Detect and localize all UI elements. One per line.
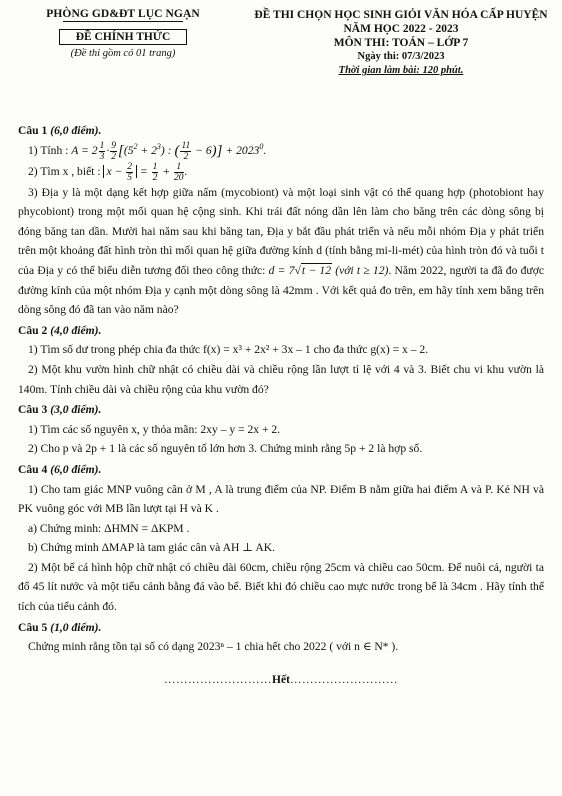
question-3-points: (3,0 điểm). <box>50 403 102 417</box>
question-5-label: Câu 5 <box>18 620 48 634</box>
question-2-title <box>18 321 544 341</box>
question-2-points: (4,0 điểm). <box>50 323 102 337</box>
q1-p1-label: 1) Tính : <box>28 143 69 157</box>
question-3-part-2: 2) Cho p và 2p + 1 là các số nguyên tố lớn hơn 3. Chứng minh rằng 5p + 2 là hợp số. <box>28 442 423 456</box>
exam-content <box>18 121 544 690</box>
exam-header <box>18 8 548 120</box>
exam-end-marker <box>18 671 544 691</box>
department-underline <box>63 21 183 22</box>
question-1-label: Câu 1 <box>18 124 48 137</box>
exam-title: ĐỀ THI CHỌN HỌC SINH GIỎI VĂN HÓA CẤP HUYỆN <box>254 9 548 21</box>
question-2-part-2: 2) Một khu vườn hình chữ nhật có chiều dài và chiều rộng lần lượt tỉ lệ với 4 và 3. Biết chu vi khu vườn là 140m. Tính chiều dài và chiều rộng của khu vườn đó? <box>18 362 544 396</box>
q1-p3-text: 3) Địa y là một dạng kết hợp giữa nấm (mycobiont) và một loại sinh vật có thể quang hợp (photobiont hay phycobiont) trong một mối quan hệ cộng sinh. Khi trái đất nóng dần lên làm cho băng trên các dòng sông bị đóng băng tan dần. Mười hai năm sau khi băng tan, Địa y bắt đầu phát triển và nếu mỗi nhóm Địa y phát triển trên một khoảng đất hình tròn thì mối quan hệ giữa đường kính d (tính bằng mi-li-mét) của hình tròn đó và tuổi t của Địa y có thể biểu diễn tương đối theo công thức: <box>18 185 544 277</box>
question-1-part-1 <box>18 141 544 162</box>
q1-p3-tail: . Năm 2022, người ta đã đo được đường kính của một nhóm Địa y cạnh một dòng sông là 42mm . Với kết quả đo trên, em hãy tính xem băng trên dòng sông đó đã tan vào năm nào? <box>18 263 544 317</box>
q1-p2-equation: x − $\frac{2}{5}$ = $\frac{1}{2}$ + $\frac{1}{20}$ . <box>103 165 187 178</box>
question-3-label: Câu 3 <box>18 403 48 417</box>
department-name: PHÒNG GD&ĐT LỤC NGẠN <box>46 8 200 20</box>
question-4-title <box>18 460 544 480</box>
question-4-label: Câu 4 <box>18 462 48 476</box>
exam-date: Ngày thi: 07/3/2023 <box>357 51 445 62</box>
q1-p2-label: 2) Tìm x , biết : <box>28 164 101 178</box>
header-left <box>18 8 228 59</box>
exam-duration: Thời gian làm bài: 120 phút. <box>338 65 464 76</box>
question-4-points: (6,0 điểm). <box>50 462 102 476</box>
school-year: NĂM HỌC 2022 - 2023 <box>343 23 459 35</box>
question-1-part-3 <box>18 183 544 320</box>
pages-note: (Đề thi gồm có 01 trang) <box>70 48 176 59</box>
question-3-part-1: 1) Tìm các số nguyên x, y thỏa mãn: 2xy – y = 2x + 2. <box>28 422 281 436</box>
question-1-points: (6,0 điểm). <box>50 124 102 137</box>
question-2-part-1: 1) Tìm số dư trong phép chia đa thức f(x) = x³ + 2x² + 3x – 1 cho đa thức g(x) = x – 2. <box>28 343 429 357</box>
question-5-points: (1,0 điểm). <box>50 620 102 634</box>
question-4-part-1: 1) Cho tam giác MNP vuông cân ở M , A là trung điểm của NP. Điểm B nằm giữa hai điểm A và P. Kẻ NH và PK vuông góc với MB lần lượt tại H và K . <box>18 482 544 516</box>
official-label: ĐỀ CHÍNH THỨC <box>59 29 188 45</box>
question-4-part-1b: b) Chứng minh ΔMAP là tam giác cân và AH ⊥ AK. <box>28 541 276 555</box>
question-5-part-1: Chứng minh rằng tồn tại số có dạng 2023ⁿ – 1 chia hết cho 2022 ( với n ∈ N* ). <box>28 640 399 654</box>
question-4-part-1a: a) Chứng minh: ΔHMN = ΔKPM . <box>28 521 190 535</box>
subject: MÔN THI: TOÁN – LỚP 7 <box>333 37 469 49</box>
header-right <box>240 8 562 78</box>
end-label: Hết <box>272 673 290 686</box>
q1-p1-expression: A = 2 $\frac{1}{3}$ · $\frac{9}{2}$ [$(5^2 + 2^3)$ : ( $\frac{11}{2}$ − $6)] + 2023^0$. <box>71 140 267 162</box>
question-1-part-2 <box>18 162 544 183</box>
question-4-part-2: 2) Một bể cá hình hộp chữ nhật có chiều dài 60cm, chiều rộng 25cm và chiều cao 50cm. Để nuôi cá, người ta đổ 45 lít nước và một tiểu cảnh bằng đá vào bể. Biết khi đó chiều cao mực nước trong bể là 34cm . Hãy tính thể tích của tiểu cảnh đó. <box>18 560 544 614</box>
question-1-title <box>18 121 544 141</box>
end-dots-left: ……………………… <box>164 673 273 686</box>
question-2-label: Câu 2 <box>18 323 48 337</box>
end-dots-right: ……………………… <box>289 673 398 686</box>
question-5-title <box>18 618 544 638</box>
question-3-title <box>18 400 544 420</box>
q1-p3-formula: d = 7√t − 12 (với t ≥ 12) <box>268 263 389 277</box>
